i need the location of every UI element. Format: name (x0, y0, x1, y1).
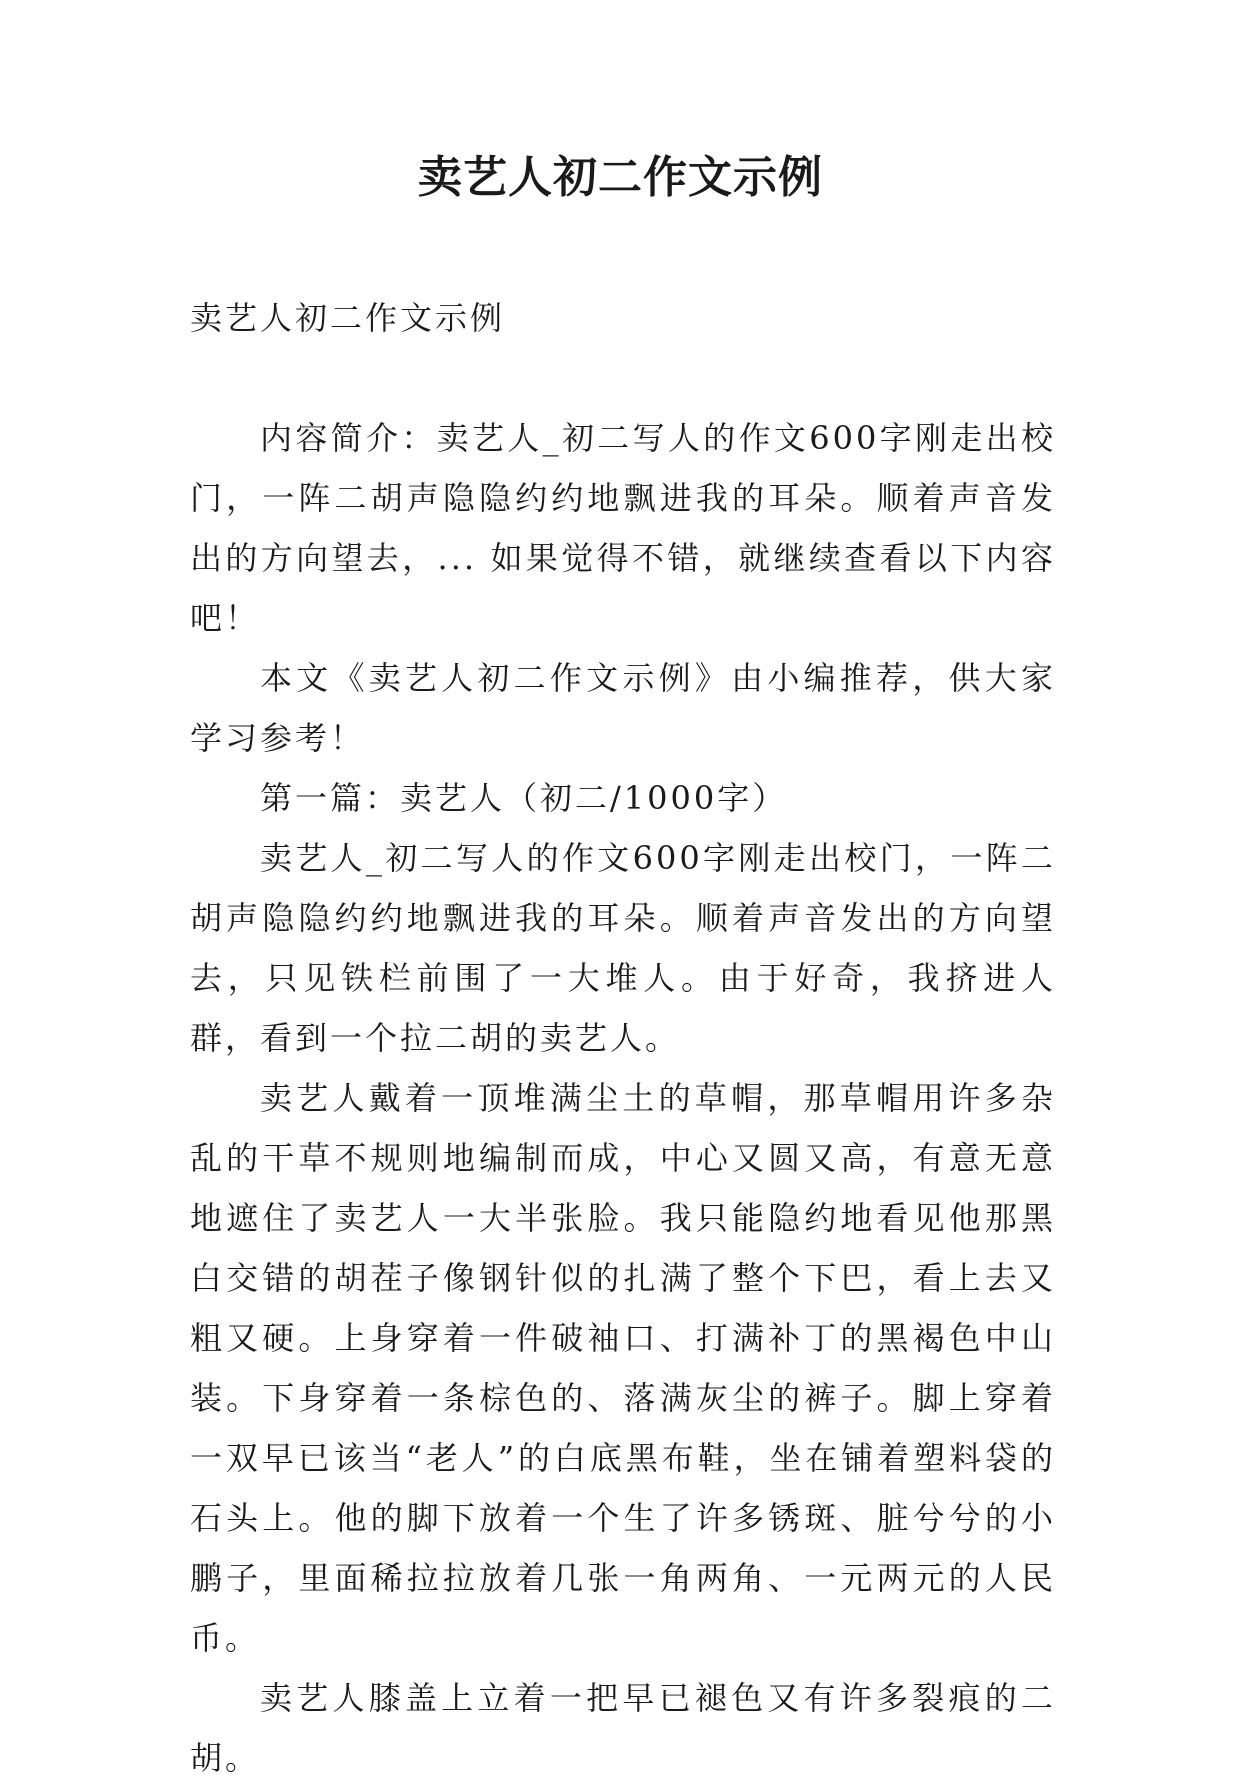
summary-paragraph: 内容简介：卖艺人_初二写人的作文600字刚走出校门，一阵二胡声隐隐约约地飘进我的耳朵。顺着声音发出的方向望去，... 如果觉得不错，就继续查看以下内容吧！ (190, 419, 1056, 637)
recommendation-paragraph: 本文《卖艺人初二作文示例》由小编推荐，供大家学习参考！ (190, 659, 1056, 757)
body-paragraph: 卖艺人_初二写人的作文600字刚走出校门，一阵二胡声隐隐约约地飘进我的耳朵。顺着声音发出的方向望去，只见铁栏前围了一大堆人。由于好奇，我挤进人群，看到一个拉二胡的卖艺人。 (190, 839, 1056, 1057)
body-paragraph: 卖艺人戴着一顶堆满尘土的草帽，那草帽用许多杂乱的干草不规则地编制而成，中心又圆又高，有意无意地遮住了卖艺人一大半张脸。我只能隐约地看见他那黑白交错的胡茬子像钢针似的扎满了整个下巴，看上去又粗又硬。上身穿着一件破袖口、打满补丁的黑褐色中山装。下身穿着一条棕色的、落满灰尘的裤子。脚上穿着一双早已该当“老人”的白底黑布鞋，坐在铺着塑料袋的石头上。他的脚下放着一个生了许多锈斑、脏兮兮的小鹏子，里面稀拉拉放着几张一角两角、一元两元的人民币。 (190, 1079, 1056, 1657)
document-subtitle: 卖艺人初二作文示例 (190, 299, 506, 337)
body-paragraph: 卖艺人膝盖上立着一把早已褪色又有许多裂痕的二胡。 (190, 1679, 1056, 1777)
document-title: 卖艺人初二作文示例 (418, 152, 823, 203)
section-heading: 第一篇：卖艺人（初二/1000字） (260, 779, 788, 817)
document-body (190, 288, 1056, 1788)
